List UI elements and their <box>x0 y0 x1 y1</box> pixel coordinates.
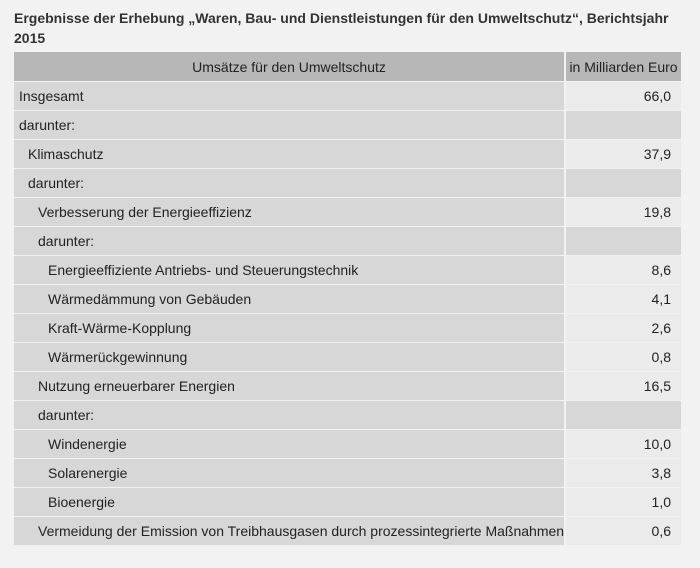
table-row <box>14 459 681 488</box>
row-label: darunter: <box>14 111 564 140</box>
row-value: 16,5 <box>564 372 681 401</box>
row-value: 3,8 <box>564 459 681 488</box>
row-label: Wärmerückgewinnung <box>14 343 564 372</box>
row-label: Klimaschutz <box>14 140 564 169</box>
row-label: darunter: <box>14 227 564 256</box>
table-header-row <box>14 52 681 82</box>
row-value: 1,0 <box>564 488 681 517</box>
row-value: 8,6 <box>564 256 681 285</box>
data-table <box>14 52 681 546</box>
table-row <box>14 256 681 285</box>
table-row <box>14 343 681 372</box>
table-row <box>14 227 681 256</box>
row-value: 0,8 <box>564 343 681 372</box>
row-value <box>564 401 681 430</box>
table-row <box>14 401 681 430</box>
row-value: 66,0 <box>564 82 681 111</box>
table-row <box>14 372 681 401</box>
row-value: 19,8 <box>564 198 681 227</box>
table-row <box>14 198 681 227</box>
row-label: darunter: <box>14 169 564 198</box>
table-body <box>14 82 681 546</box>
row-label: Insgesamt <box>14 82 564 111</box>
table-row <box>14 82 681 111</box>
page-title: Ergebnisse der Erhebung „Waren, Bau- und Dienstleistungen für den Umweltschutz“, Berichtsjahr 2015 <box>14 10 669 46</box>
table-row <box>14 111 681 140</box>
table-row <box>14 285 681 314</box>
row-value: 2,6 <box>564 314 681 343</box>
row-value: 4,1 <box>564 285 681 314</box>
table-row <box>14 430 681 459</box>
row-label: Vermeidung der Emission von Treibhausgasen durch prozessintegrierte Maßnahmen <box>14 517 564 546</box>
row-label: Kraft-Wärme-Kopplung <box>14 314 564 343</box>
row-label: darunter: <box>14 401 564 430</box>
row-value <box>564 111 681 140</box>
row-label: Windenergie <box>14 430 564 459</box>
table-row <box>14 314 681 343</box>
row-label: Bioenergie <box>14 488 564 517</box>
row-value: 10,0 <box>564 430 681 459</box>
row-label: Verbesserung der Energieeffizienz <box>14 198 564 227</box>
column-header-value: in Milliarden Euro <box>564 52 681 82</box>
column-header-label: Umsätze für den Umweltschutz <box>14 52 564 82</box>
table-row <box>14 488 681 517</box>
row-label: Energieeffiziente Antriebs- und Steuerungstechnik <box>14 256 564 285</box>
row-value <box>564 227 681 256</box>
row-label: Solarenergie <box>14 459 564 488</box>
table-row <box>14 169 681 198</box>
row-value: 0,6 <box>564 517 681 546</box>
table-row <box>14 140 681 169</box>
row-value: 37,9 <box>564 140 681 169</box>
table-row <box>14 517 681 546</box>
row-label: Nutzung erneuerbarer Energien <box>14 372 564 401</box>
row-label: Wärmedämmung von Gebäuden <box>14 285 564 314</box>
row-value <box>564 169 681 198</box>
